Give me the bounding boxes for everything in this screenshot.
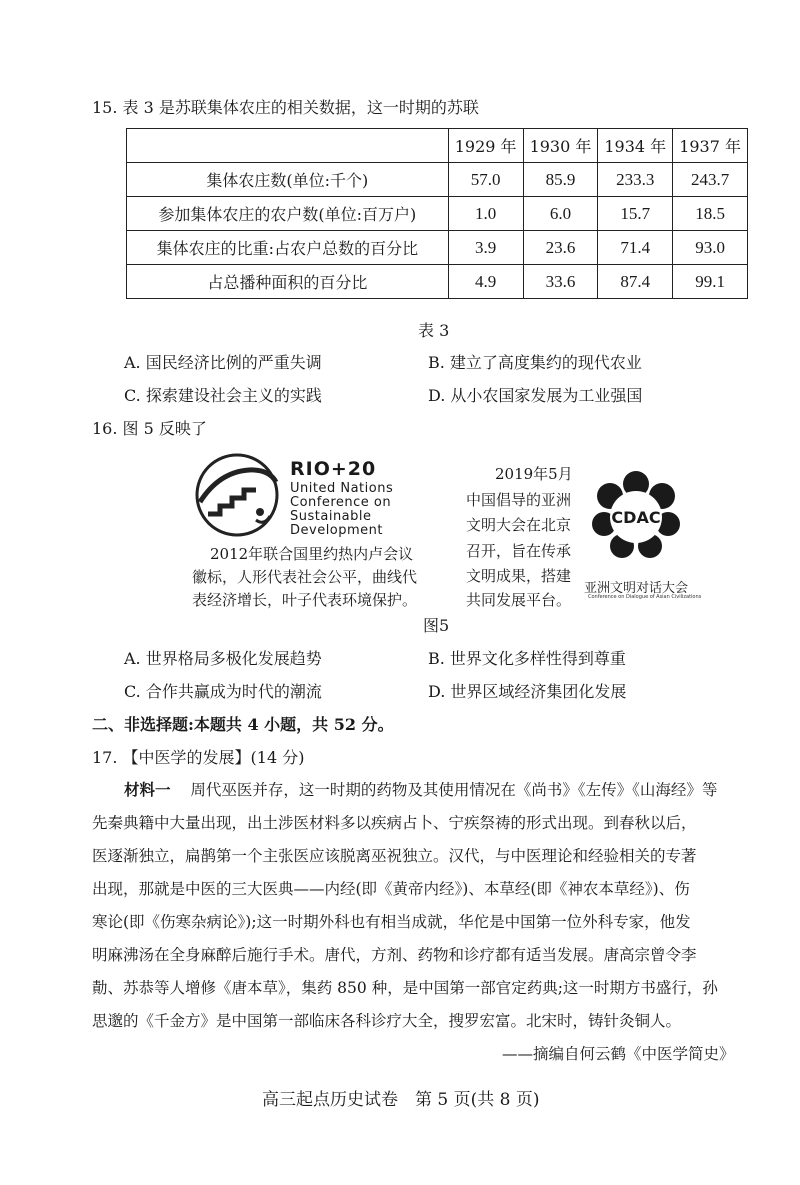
table-row [127,265,748,299]
q15-option-d[interactable]: D. 从小农国家发展为工业强国 [428,386,643,405]
cdac-caption-line: 召开，旨在传承 [466,542,572,560]
q16-option-b[interactable]: B. 世界文化多样性得到尊重 [428,649,626,668]
table-year: 1929 年 [448,129,523,163]
table-cell: 99.1 [673,265,748,299]
cdac-logo-icon [590,470,682,562]
rio20-caption-line: 2012年联合国里约热内卢会议 [210,545,414,563]
cdac-caption-line: 2019年5月 [495,465,573,483]
table-cell: 243.7 [673,163,748,197]
cdac-caption-line: 文明成果，搭建 [466,567,572,585]
table-cell: 233.3 [598,163,673,197]
rio20-caption-line: 表经济增长，叶子代表环境保护。 [192,591,418,609]
rio20-line: United Nations [290,481,394,496]
material-line: 周代巫医并存，这一时期的药物及其使用情况在《尚书》《左传》《山海经》等 [190,781,718,799]
q15-option-a[interactable]: A. 国民经济比例的严重失调 [124,353,322,372]
material-line: 出现，那就是中医的三大医典——内经(即《黄帝内经》)、本草经(即《神农本草经》)、伤 [92,880,690,898]
table-cell: 18.5 [673,197,748,231]
table-3 [126,128,748,299]
row-label: 占总播种面积的百分比 [127,265,449,299]
cdac-caption-line: 中国倡导的亚洲 [466,491,572,509]
section-heading: 二、非选择题:本题共 4 小题，共 52 分。 [92,715,394,734]
table-year: 1934 年 [598,129,673,163]
material-label: 材料一 [124,780,171,799]
material-line: 思邈的《千金方》是中国第一部临床各科诊疗大全，搜罗宏富。北宋时，铸针灸铜人。 [92,1012,682,1030]
table-cell: 6.0 [523,197,598,231]
q15-option-b[interactable]: B. 建立了高度集约的现代农业 [428,353,642,372]
q16-option-d[interactable]: D. 世界区域经济集团化发展 [428,682,627,701]
rio20-line: Development [290,523,384,538]
material-line: 医逐渐独立，扁鹊第一个主张医应该脱离巫祝独立。汉代，与中医理论和经验相关的专著 [92,847,697,865]
table-row [127,163,748,197]
cdac-logo-text: CDAC [611,508,661,527]
q16-stem: 16. 图 5 反映了 [92,419,207,438]
material-line: 勣、苏恭等人增修《唐本草》，集药 850 种，是中国第一部官定药典;这一时期方书盛行，孙 [92,979,718,997]
table-cell: 87.4 [598,265,673,299]
rio20-caption-line: 徽标，人形代表社会公平，曲线代 [192,568,418,586]
table-corner [127,129,449,163]
table-caption: 表 3 [418,321,450,340]
table-cell: 3.9 [448,231,523,265]
q16-option-c[interactable]: C. 合作共赢成为时代的潮流 [124,682,322,701]
material-source: ——摘编自何云鹤《中医学简史》 [502,1045,735,1063]
cdac-caption-line: 共同发展平台。 [466,591,572,609]
figure-caption: 图5 [423,616,450,635]
material-line: 明麻沸汤在全身麻醉后施行手术。唐代，方剂、药物和诊疗都有适当发展。唐高宗曾令李 [92,946,697,964]
row-label: 集体农庄的比重:占农户总数的百分比 [127,231,449,265]
table-year: 1937 年 [673,129,748,163]
table-row [127,231,748,265]
rio20-logo-icon [194,452,280,538]
page-footer: 高三起点历史试卷 第 5 页(共 8 页) [262,1090,540,1110]
table-cell: 93.0 [673,231,748,265]
rio20-line: Sustainable [290,509,372,524]
table-cell: 71.4 [598,231,673,265]
table-cell: 85.9 [523,163,598,197]
q17-title: 17. 【中医学的发展】(14 分) [92,748,305,767]
q16-option-a[interactable]: A. 世界格局多极化发展趋势 [124,649,322,668]
cdac-cn-name: 亚洲文明对话大会 [584,581,689,596]
row-label: 集体农庄数(单位:千个) [127,163,449,197]
cdac-caption-line: 文明大会在北京 [466,516,572,534]
table-cell: 4.9 [448,265,523,299]
table-year: 1930 年 [523,129,598,163]
rio20-title: RIO+20 [290,458,377,480]
table-cell: 23.6 [523,231,598,265]
table-row [127,197,748,231]
table-cell: 33.6 [523,265,598,299]
table-header-row [127,129,748,163]
table-cell: 57.0 [448,163,523,197]
row-label: 参加集体农庄的农户数(单位:百万户) [127,197,449,231]
rio20-line: Conference on [290,495,392,510]
q15-stem: 15. 表 3 是苏联集体农庄的相关数据，这一时期的苏联 [92,98,479,117]
table-cell: 1.0 [448,197,523,231]
q15-option-c[interactable]: C. 探索建设社会主义的实践 [124,386,322,405]
table-cell: 15.7 [598,197,673,231]
material-line: 寒论(即《伤寒杂病论》);这一时期外科也有相当成就，华佗是中国第一位外科专家，他发 [92,913,691,931]
material-line: 先秦典籍中大量出现，出土涉医材料多以疾病占卜、宁疾祭祷的形式出现。到春秋以后， [92,814,697,832]
cdac-en-name: Conference on Dialogue of Asian Civilizations [588,594,702,600]
